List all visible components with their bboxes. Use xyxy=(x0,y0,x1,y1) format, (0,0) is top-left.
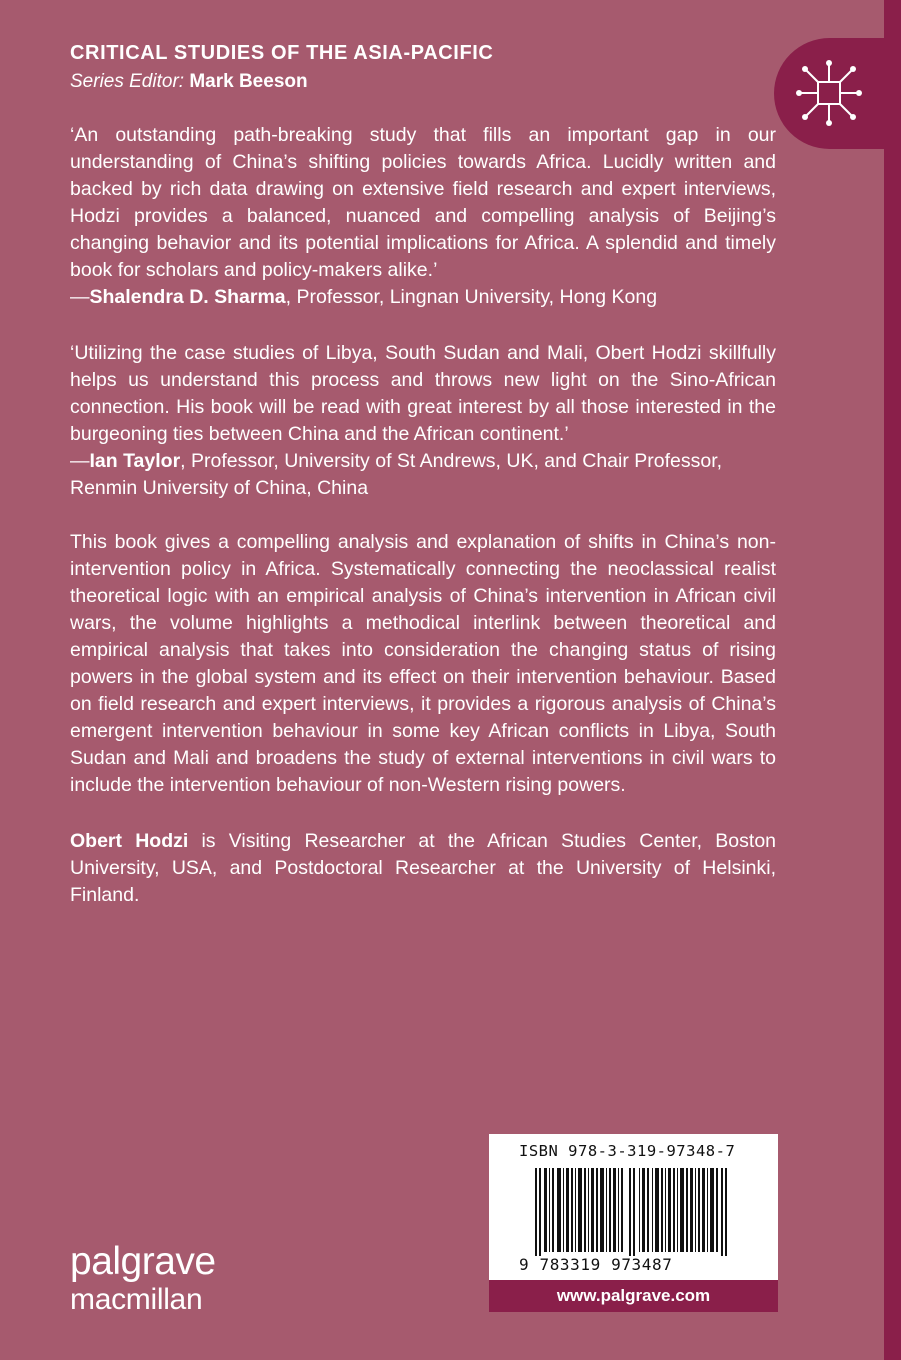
quote-author: Shalendra D. Sharma xyxy=(89,286,286,308)
series-logo-tab xyxy=(774,38,884,149)
isbn-label: ISBN 978-3-319-97348-7 xyxy=(519,1142,736,1160)
quote-affiliation: , Professor, University of St Andrews, UK, and Chair Professor, Renmin University of China, China xyxy=(70,450,723,499)
endorsement-quote-2 xyxy=(70,340,776,502)
barcode-bars xyxy=(535,1168,735,1256)
publisher-logo-line1: palgrave xyxy=(70,1240,216,1283)
quote-affiliation: , Professor, Lingnan University, Hong Kong xyxy=(285,286,658,308)
publisher-logo-line2: macmillan xyxy=(70,1283,203,1316)
barcode-box xyxy=(489,1134,778,1312)
quote-attribution xyxy=(70,448,776,502)
palgrave-node-logo-icon xyxy=(796,58,862,128)
quote-author: Ian Taylor xyxy=(89,450,181,472)
quote-dash: — xyxy=(70,450,90,472)
series-title: CRITICAL STUDIES OF THE ASIA-PACIFIC xyxy=(70,42,494,64)
author-bio-text: is Visiting Researcher at the African Studies Center, Boston University, USA, and Postdoctoral Researcher at the University of Helsinki, Finland. xyxy=(70,830,777,906)
series-editor-name: Mark Beeson xyxy=(189,71,308,92)
author-bio xyxy=(70,828,776,909)
author-name: Obert Hodzi xyxy=(70,830,189,852)
quote-text: ‘Utilizing the case studies of Libya, South Sudan and Mali, Obert Hodzi skillfully helps us understand this process and throws new light on the Sino-African connection. His book will be read with great interest by all those interested in the burgeoning ties between China and the African continent.’ xyxy=(70,342,776,445)
quote-attribution xyxy=(70,284,776,311)
quote-text: ‘An outstanding path-breaking study that fills an important gap in our understanding of China’s shifting policies towards Africa. Lucidly written and backed by rich data drawing on extensive field research and expert interviews, Hodzi provides a balanced, nuanced and compelling analysis of Beijing’s changing behavior and its potential implications for Africa. A splendid and timely book for scholars and policy-makers alike.’ xyxy=(70,124,776,281)
spine-strip xyxy=(884,0,901,1360)
barcode-digits: 9 783319 973487 xyxy=(519,1255,673,1274)
quote-dash: — xyxy=(70,286,90,308)
publisher-url[interactable]: www.palgrave.com xyxy=(489,1280,778,1312)
series-editor-label: Series Editor: xyxy=(70,71,185,92)
series-editor xyxy=(70,71,308,93)
endorsement-quote-1 xyxy=(70,122,776,311)
book-description: This book gives a compelling analysis and explanation of shifts in China’s non-intervention policy in Africa. Systematically connecting the neoclassical realist theoretical logic with an empirical analysis of China’s intervention in African civil wars, the volume highlights a methodical interlink between theoretical and empirical analysis that takes into consideration the changing status of rising powers in the global system and its effect on their intervention behaviour. Based on field research and expert interviews, it provides a rigorous analysis of China’s emergent intervention behaviour in some key African conflicts in Libya, South Sudan and Mali and broadens the study of external interventions in civil wars to include the intervention behaviour of non-Western rising powers. xyxy=(70,531,776,796)
